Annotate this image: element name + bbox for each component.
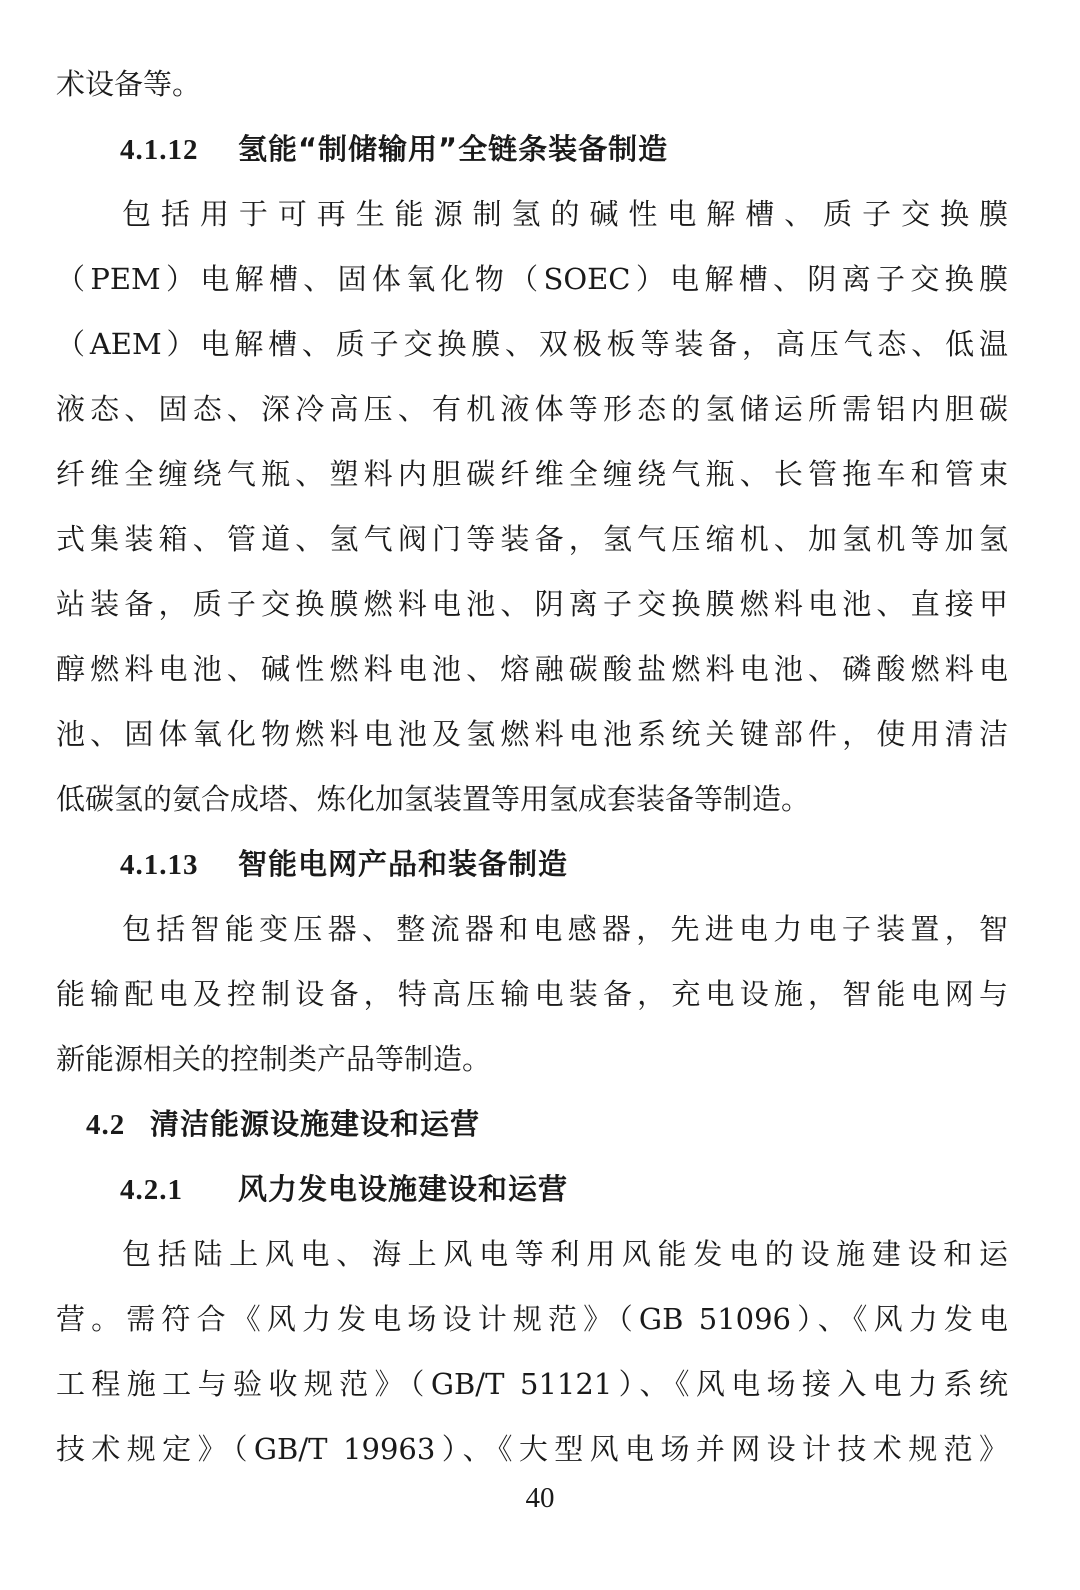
section-heading-4-2 — [56, 1092, 1008, 1157]
text-line: 新能源相关的控制类产品等制造。 — [56, 1042, 492, 1076]
page-number: 40 — [525, 1482, 555, 1514]
text-line: 液态、固态、深冷高压、有机液体等形态的氢储运所需铝内胆碳 — [56, 392, 1008, 426]
text-line: 低碳氢的氨合成塔、炼化加氢装置等用氢成套装备等制造。 — [56, 782, 811, 816]
section-number: 4.2 — [86, 1109, 126, 1141]
text-line: （PEM）电解槽、固体氧化物（SOEC）电解槽、阴离子交换膜 — [56, 262, 1008, 296]
text-line: 醇燃料电池、碱性燃料电池、熔融碳酸盐燃料电池、磷酸燃料电 — [56, 652, 1008, 686]
section-title: 风力发电设施建设和运营 — [238, 1172, 569, 1206]
section-heading-4-1-13 — [56, 832, 1008, 897]
text-line: 式集装箱、管道、氢气阀门等装备，氢气压缩机、加氢机等加氢 — [56, 522, 1008, 556]
text-line: 站装备，质子交换膜燃料电池、阴离子交换膜燃料电池、直接甲 — [56, 587, 1008, 621]
text-line: 纤维全缠绕气瓶、塑料内胆碳纤维全缠绕气瓶、长管拖车和管束 — [56, 457, 1008, 491]
text-line: 包括智能变压器、整流器和电感器，先进电力电子装置，智 — [122, 912, 1008, 946]
text-line: 营。需符合《风力发电场设计规范》（GB 51096）、《风力发电 — [56, 1302, 1008, 1336]
text-line: 包括用于可再生能源制氢的碱性电解槽、质子交换膜 — [122, 197, 1008, 231]
text-line: 包括陆上风电、海上风电等利用风能发电的设施建设和运 — [122, 1237, 1008, 1271]
section-heading-4-1-12 — [56, 117, 1008, 182]
section-number: 4.1.12 — [120, 134, 199, 166]
section-number: 4.2.1 — [120, 1174, 183, 1206]
text-line: 池、固体氧化物燃料电池及氢燃料电池系统关键部件，使用清洁 — [56, 717, 1008, 751]
section-number: 4.1.13 — [120, 849, 199, 881]
text-line: 技术规定》（GB/T 19963）、《大型风电场并网设计技术规范》 — [56, 1432, 1008, 1466]
text-line: 工程施工与验收规范》（GB/T 51121）、《风电场接入电力系统 — [56, 1367, 1008, 1401]
text-line: 术设备等。 — [56, 67, 202, 101]
section-title: 智能电网产品和装备制造 — [238, 847, 569, 881]
section-heading-4-2-1 — [56, 1157, 1008, 1222]
text-line: 能输配电及控制设备，特高压输电装备，充电设施，智能电网与 — [56, 977, 1008, 1011]
section-title: 氢能“制储输用”全链条装备制造 — [238, 132, 669, 166]
section-title: 清洁能源设施建设和运营 — [150, 1107, 481, 1141]
document-page — [56, 52, 1008, 1482]
text-line: （AEM）电解槽、质子交换膜、双极板等装备，高压气态、低温 — [56, 327, 1008, 361]
